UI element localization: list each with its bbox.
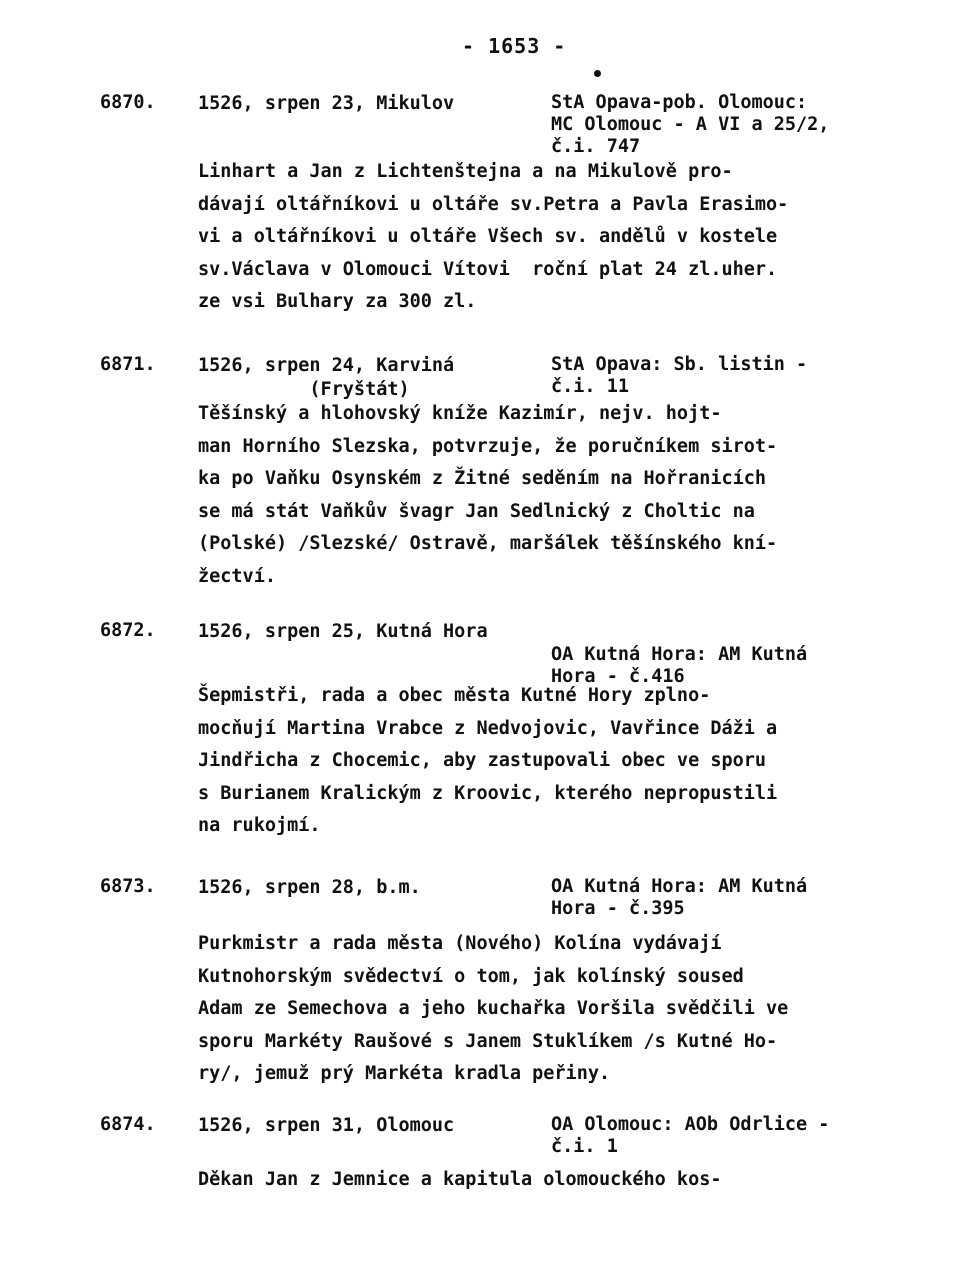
entry-number: 6874. [100, 1114, 156, 1135]
entry-source: StA Opava: Sb. listin - č.i. 11 [551, 354, 808, 397]
entry-text: Linhart a Jan z Lichtenštejna a na Mikulově pro- dávají oltářníkovi u oltáře sv.Petra a Pavla Erasimo- vi a oltářníkovi u oltáře Všech sv. andělů v kostele sv.Václava v Olomouci Vítovi roční plat 24 zl.uher. ze vsi Bulhary za 300 zl. [198, 161, 789, 312]
entry-source: StA Opava-pob. Olomouc: MC Olomouc - A VI a 25/2, č.i. 747 [551, 92, 830, 157]
page-number: - 1653 - [462, 34, 567, 58]
entry-date-place: 1526, srpen 31, Olomouc [198, 1115, 455, 1136]
entry-text: Děkan Jan z Jemnice a kapitula olomouckého kos- [198, 1169, 722, 1190]
entry-date-place: 1526, srpen 28, b.m. [198, 877, 421, 898]
entry-number: 6873. [100, 876, 156, 897]
entry-date-place: 1526, srpen 25, Kutná Hora [198, 621, 488, 642]
entry-source: OA Kutná Hora: AM Kutná Hora - č.395 [551, 876, 808, 919]
entry-text: Šepmistři, rada a obec města Kutné Hory zplno- mocňují Martina Vrabce z Nedvojovic, Vavřince Dáži a Jindřicha z Chocemic, aby zastupovali obec ve sporu s Burianem Kralickým z Kroovic, kterého nepropustili na rukojmí. [198, 685, 778, 836]
entry-number: 6870. [100, 92, 156, 113]
entry-source: OA Olomouc: AOb Odrlice - č.i. 1 [551, 1114, 830, 1157]
entry-date-place: 1526, srpen 23, Mikulov [198, 93, 455, 114]
entry-text: Těšínský a hlohovský kníže Kazimír, nejv. hojt- man Horního Slezska, potvrzuje, že poručníkem sirot- ka po Vaňku Osynském z Žitné seděním na Hořranicích se má stát Vaňkův švagr Jan Sedlnický z Choltic na (Polské) /Slezské/ Ostravě, maršálek těšínského kní- žectví. [198, 403, 778, 587]
entry-number: 6871. [100, 354, 156, 375]
entry-date-place: 1526, srpen 24, Karviná (Fryštát) [198, 355, 455, 400]
entry-text: Purkmistr a rada města (Nového) Kolína vydávají Kutnohorským svědectví o tom, jak kolínský soused Adam ze Semechova a jeho kuchařka Voršila svědčili ve sporu Markéty Raušové s Janem Stuklíkem /s Kutné Ho- ry/, jemuž prý Markéta kradla peřiny. [198, 933, 789, 1084]
ink-dot-mark [594, 70, 601, 77]
entry-number: 6872. [100, 620, 156, 641]
entry-source: OA Kutná Hora: AM Kutná Hora - č.416 [551, 644, 808, 687]
